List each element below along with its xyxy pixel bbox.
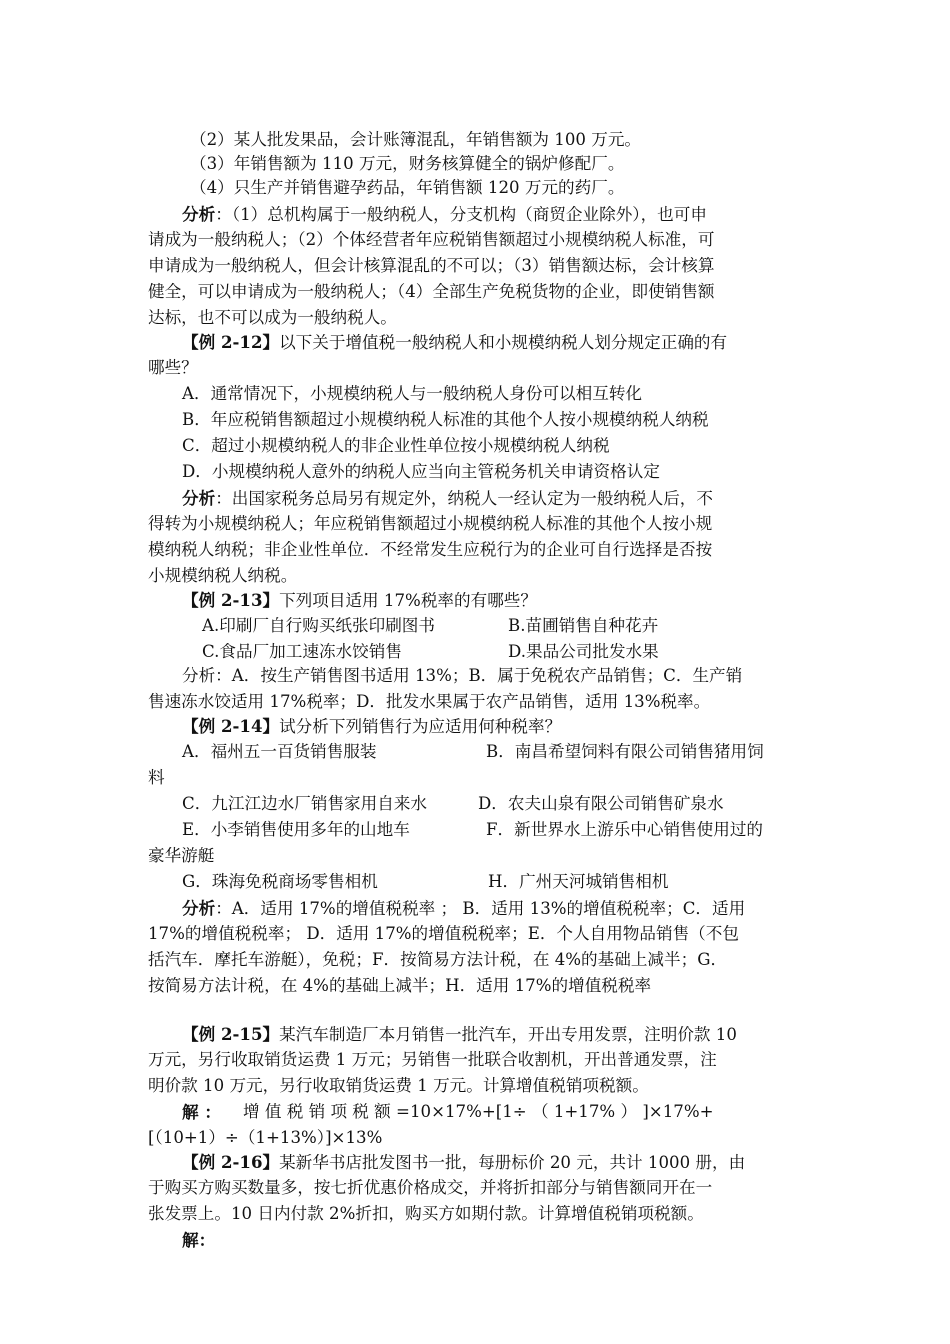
example-label: 【例 2-16】 — [182, 1152, 280, 1172]
example-2-12-analysis-line-3: 模纳税人纳税；非企业性单位．不经常发生应税行为的企业可自行选择是否按 — [148, 540, 713, 559]
example-2-12-line-2: 哪些？ — [148, 358, 198, 377]
example-2-14-analysis-line-1: 分析：A．适用 17%的增值税税率 ； B．适用 13%的增值税税率；C．适用 — [182, 898, 746, 918]
example-label: 【例 2-12】 — [182, 332, 280, 352]
example-2-14-option-g: G．珠海免税商场零售相机 — [182, 872, 378, 891]
example-2-13-analysis-line-1: 分析：A．按生产销售图书适用 13%；B．属于免税农产品销售；C．生产销 — [182, 666, 743, 685]
example-2-14-analysis-line-3: 括汽车．摩托车游艇），免税；F．按简易方法计税，在 4%的基础上减半；G． — [148, 950, 728, 969]
example-2-16-line-3: 张发票上。10 日内付款 2%折扣，购买方如期付款。计算增值税销项税额。 — [148, 1204, 704, 1223]
example-2-13-analysis-line-2: 售速冻水饺适用 17%税率；D．批发水果属于农产品销售，适用 13%税率。 — [148, 692, 711, 711]
example-2-14-option-e: E．小李销售使用多年的山地车 — [182, 820, 410, 839]
example-2-15-line-2: 万元，另行收取销货运费 1 万元；另销售一批联合收割机，开出普通发票，注 — [148, 1050, 717, 1069]
example-2-12-analysis-line-2: 得转为小规模纳税人；年应税销售额超过小规模纳税人标准的其他个人按小规 — [148, 514, 713, 533]
example-2-13-option-a: A.印刷厂自行购买纸张印刷图书 — [202, 616, 435, 635]
analysis-label: 分析 — [182, 898, 216, 918]
example-2-16-heading: 【例 2-16】某新华书店批发图书一批，每册标价 20 元，共计 1000 册，由 — [182, 1152, 746, 1172]
example-2-15-line-3: 明价款 10 万元，另行收取销货运费 1 万元。计算增值税销项税额。 — [148, 1076, 649, 1095]
example-2-14-analysis-line-4: 按简易方法计税，在 4%的基础上减半；H．适用 17%的增值税税率 — [148, 976, 652, 995]
example-2-13-option-d: D.果品公司批发水果 — [508, 642, 659, 661]
solution-label: 解 ： — [182, 1102, 221, 1122]
example-2-14-option-d: D．农夫山泉有限公司销售矿泉水 — [478, 794, 724, 813]
example-2-14-option-c: C．九江江边水厂销售家用自来水 — [182, 794, 428, 813]
example-2-14-analysis-line-2: 17%的增值税税率； D．适用 17%的增值税税率；E．个人自用物品销售（不包 — [148, 924, 739, 943]
example-label: 【例 2-13】 — [182, 590, 280, 610]
analysis-1-line-5: 达标，也不可以成为一般纳税人。 — [148, 308, 397, 327]
analysis-label: 分析 — [182, 204, 216, 224]
analysis-1-line-4: 健全，可以申请成为一般纳税人；（4）全部生产免税货物的企业，即使销售额 — [148, 282, 715, 301]
intro-item-4: （4）只生产并销售避孕药品，年销售额 120 万元的药厂。 — [190, 178, 625, 197]
analysis-1-line-3: 申请成为一般纳税人，但会计核算混乱的不可以；（3）销售额达标，会计核算 — [148, 256, 715, 275]
example-2-13-option-b: B.苗圃销售自种花卉 — [508, 616, 659, 635]
analysis-label: 分析 — [182, 488, 216, 508]
example-2-12-analysis-line-1: 分析：出国家税务总局另有规定外，纳税人一经认定为一般纳税人后，不 — [182, 488, 713, 508]
example-2-13-option-c: C.食品厂加工速冻水饺销售 — [202, 642, 402, 661]
example-2-16-solution-label: 解： — [182, 1230, 216, 1250]
example-2-16-line-2: 于购买方购买数量多，按七折优惠价格成交，并将折扣部分与销售额同开在一 — [148, 1178, 713, 1197]
analysis-1-line-2: 请成为一般纳税人；（2）个体经营者年应税销售额超过小规模纳税人标准，可 — [148, 230, 715, 249]
example-2-12-heading: 【例 2-12】以下关于增值税一般纳税人和小规模纳税人划分规定正确的有 — [182, 332, 728, 352]
example-2-14-option-b-continued: 料 — [148, 768, 165, 787]
intro-item-2: （2）某人批发果品，会计账簿混乱，年销售额为 100 万元。 — [190, 130, 642, 149]
example-2-12-option-c: C．超过小规模纳税人的非企业性单位按小规模纳税人纳税 — [182, 436, 610, 455]
example-2-14-option-f-continued: 豪华游艇 — [148, 846, 215, 865]
intro-item-3: （3）年销售额为 110 万元，财务核算健全的锅炉修配厂。 — [190, 154, 625, 173]
example-label: 【例 2-15】 — [182, 1024, 280, 1044]
example-2-12-option-d: D．小规模纳税人意外的纳税人应当向主管税务机关申请资格认定 — [182, 462, 660, 481]
example-2-12-analysis-line-4: 小规模纳税人纳税。 — [148, 566, 298, 585]
example-2-12-option-b: B．年应税销售额超过小规模纳税人标准的其他个人按小规模纳税人纳税 — [182, 410, 709, 429]
example-2-15-solution-line-2: [（10+1）÷（1+13%）]×13% — [148, 1128, 383, 1147]
example-2-14-option-a: A．福州五一百货销售服装 — [182, 742, 377, 761]
example-2-14-option-f: F．新世界水上游乐中心销售使用过的 — [486, 820, 764, 839]
example-2-14-option-h: H．广州天河城销售相机 — [488, 872, 669, 891]
example-2-14-heading: 【例 2-14】试分析下列销售行为应适用何种税率？ — [182, 716, 562, 736]
example-2-15-heading: 【例 2-15】某汽车制造厂本月销售一批汽车，开出专用发票，注明价款 10 — [182, 1024, 737, 1044]
analysis-1-line-1: 分析：（1）总机构属于一般纳税人，分支机构（商贸企业除外），也可申 — [182, 204, 707, 224]
example-label: 【例 2-14】 — [182, 716, 280, 736]
example-2-13-heading: 【例 2-13】下列项目适用 17%税率的有哪些？ — [182, 590, 537, 610]
example-2-14-option-b: B．南昌希望饲料有限公司销售猪用饲 — [486, 742, 764, 761]
example-2-12-option-a: A．通常情况下，小规模纳税人与一般纳税人身份可以相互转化 — [182, 384, 643, 403]
example-2-15-solution-line-1: 解 ： 增 值 税 销 项 税 额 =10×17%+[1÷ （ 1+17% ） ]×17%+ — [182, 1102, 714, 1122]
